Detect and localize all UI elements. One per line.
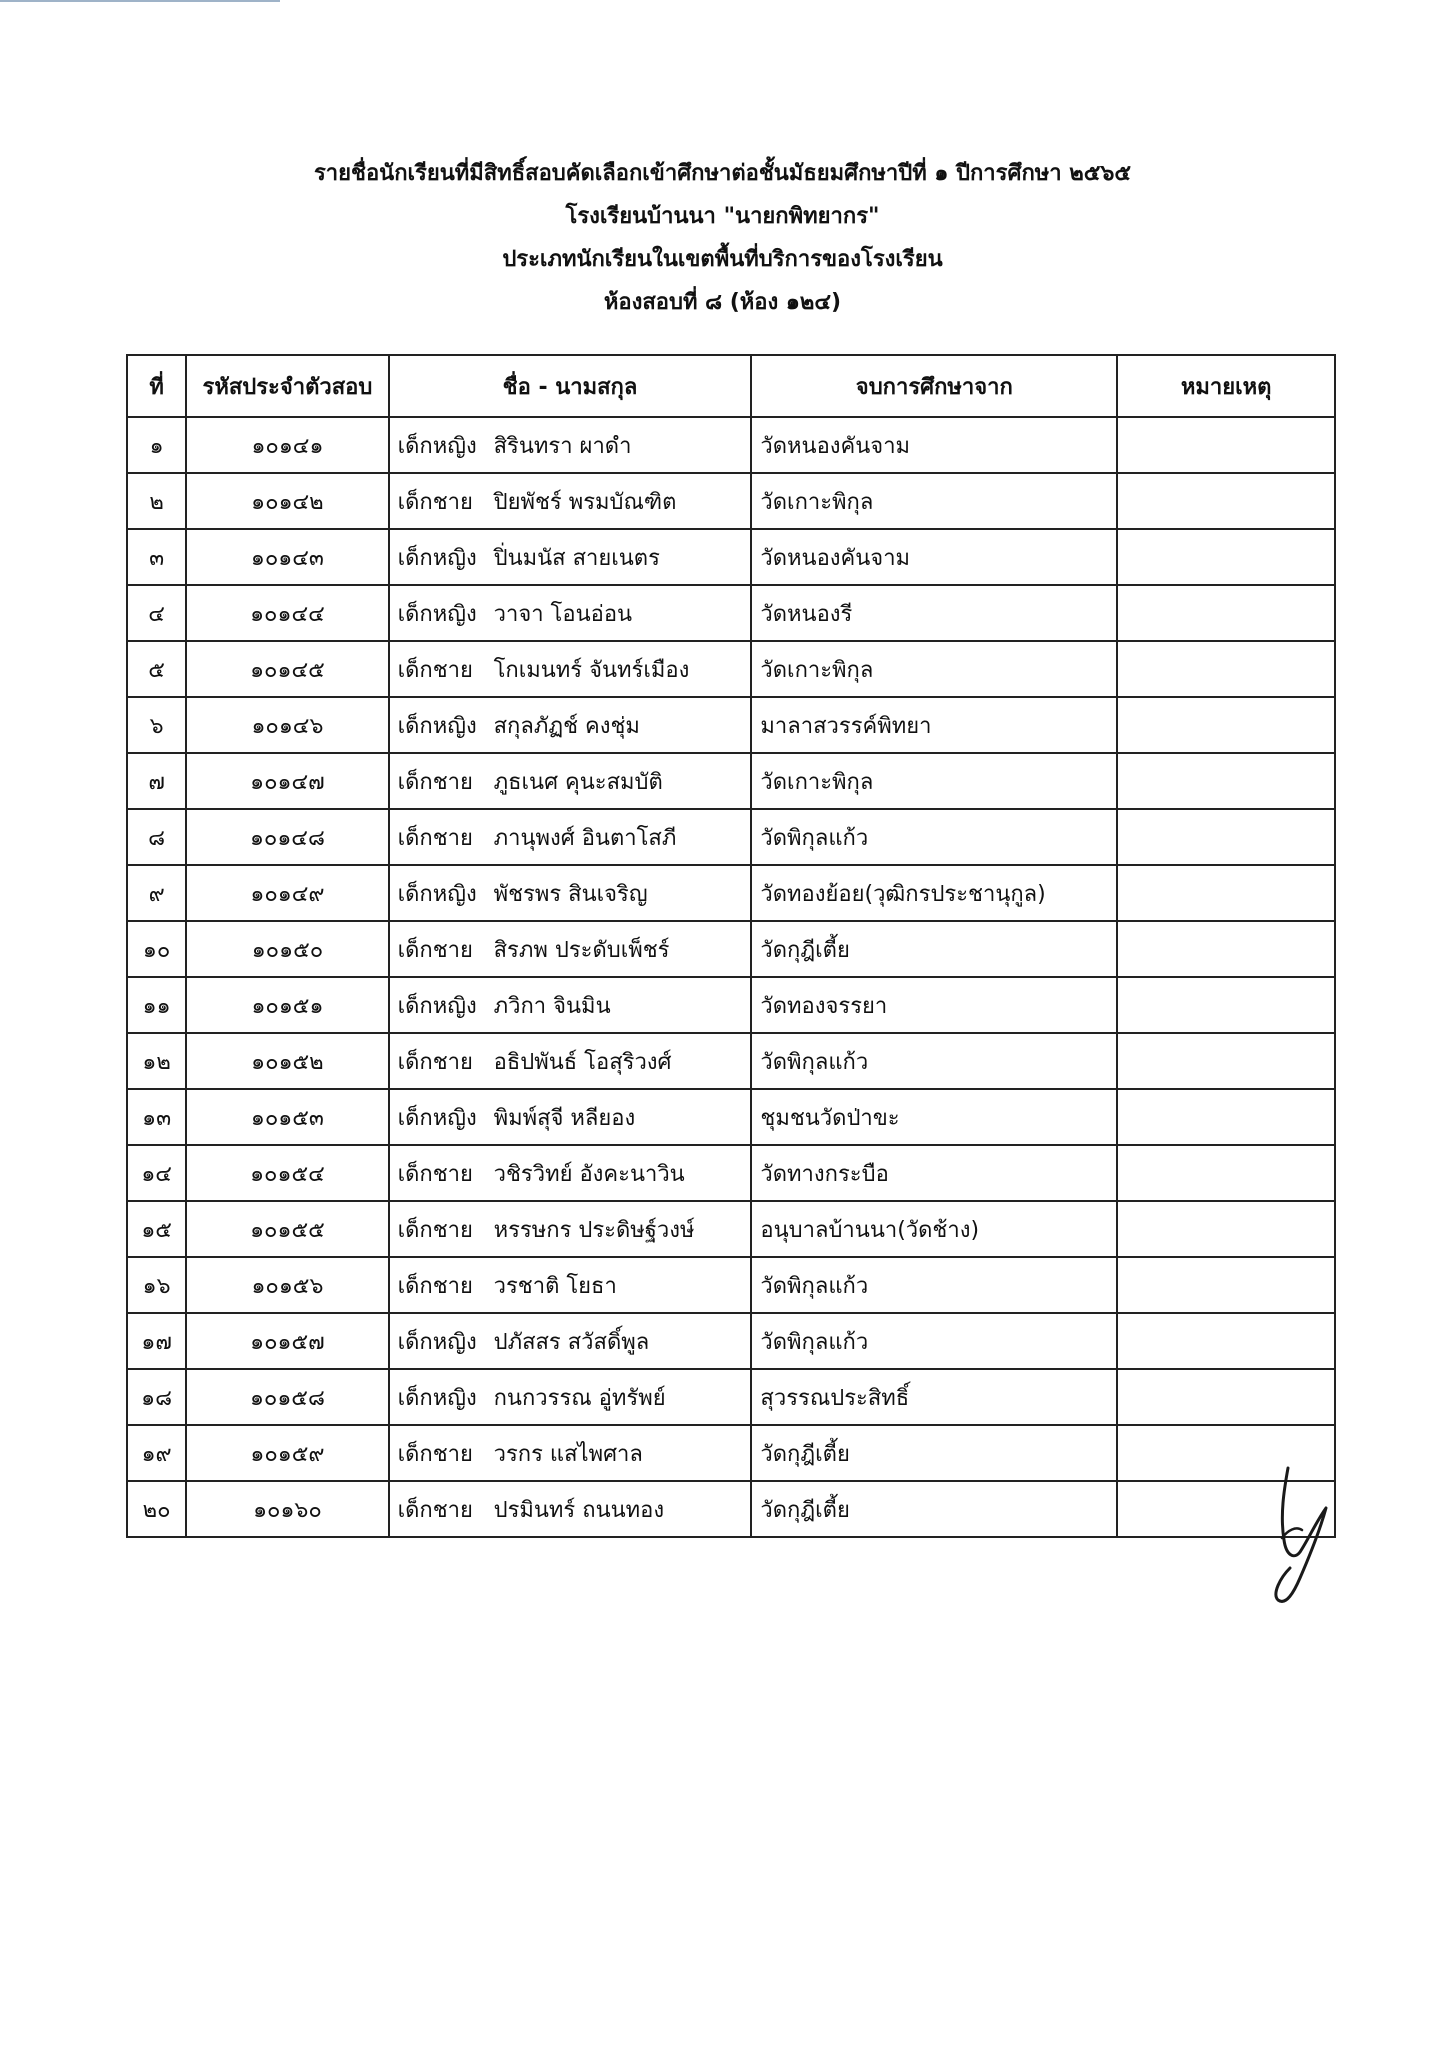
previous-school: วัดกุฎีเตี้ย <box>751 921 1117 977</box>
column-header-name: ชื่อ - นามสกุล <box>389 355 752 417</box>
exam-id: ๑๐๑๕๙ <box>186 1425 388 1481</box>
remark <box>1117 1089 1335 1145</box>
remark <box>1117 1369 1335 1425</box>
row-number: ๑๑ <box>127 977 186 1033</box>
previous-school: วัดหนองคันจาม <box>751 529 1117 585</box>
column-header-school: จบการศึกษาจาก <box>751 355 1117 417</box>
remark <box>1117 1033 1335 1089</box>
previous-school: วัดเกาะพิกุล <box>751 753 1117 809</box>
row-number: ๒๐ <box>127 1481 186 1537</box>
document-title: รายชื่อนักเรียนที่มีสิทธิ์สอบคัดเลือกเข้าศึกษาต่อชั้นมัธยมศึกษาปีที่ ๑ ปีการศึกษา ๒๕๖๕ <box>313 161 1132 186</box>
row-number: ๑๘ <box>127 1369 186 1425</box>
student-name-cell <box>389 417 752 473</box>
student-name-cell <box>389 921 752 977</box>
student-name-cell <box>389 1481 752 1537</box>
name-prefix: เด็กชาย <box>397 1217 473 1243</box>
student-name-cell <box>389 585 752 641</box>
name-prefix: เด็กชาย <box>397 1161 473 1187</box>
remark <box>1117 697 1335 753</box>
row-number: ๑๔ <box>127 1145 186 1201</box>
student-name: ปภัสสร สวัสดิ์พูล <box>493 1329 650 1355</box>
exam-id: ๑๐๑๖๐ <box>186 1481 388 1537</box>
column-header-remark: หมายเหตุ <box>1117 355 1335 417</box>
name-prefix: เด็กหญิง <box>397 993 477 1019</box>
exam-id: ๑๐๑๔๙ <box>186 865 388 921</box>
table-body <box>127 417 1335 1537</box>
name-prefix: เด็กชาย <box>397 1441 473 1467</box>
student-name: พิมพ์สุจี หลียอง <box>493 1105 636 1131</box>
previous-school: วัดเกาะพิกุล <box>751 473 1117 529</box>
table-header-row <box>127 355 1335 417</box>
row-number: ๑๗ <box>127 1313 186 1369</box>
name-prefix: เด็กชาย <box>397 825 473 851</box>
exam-id: ๑๐๑๔๓ <box>186 529 388 585</box>
previous-school: วัดกุฎีเตี้ย <box>751 1481 1117 1537</box>
table-row <box>127 529 1335 585</box>
table-row <box>127 585 1335 641</box>
exam-id: ๑๐๑๔๒ <box>186 473 388 529</box>
student-name-cell <box>389 697 752 753</box>
student-name-cell <box>389 1145 752 1201</box>
scan-edge-mark <box>0 0 280 2</box>
row-number: ๑๓ <box>127 1089 186 1145</box>
student-name: โกเมนทร์ จันทร์เมือง <box>493 657 690 683</box>
remark <box>1117 529 1335 585</box>
table-row <box>127 1425 1335 1481</box>
row-number: ๓ <box>127 529 186 585</box>
remark <box>1117 473 1335 529</box>
table-row <box>127 473 1335 529</box>
student-name: ภานุพงศ์ อินตาโสภี <box>493 825 677 851</box>
row-number: ๖ <box>127 697 186 753</box>
row-number: ๔ <box>127 585 186 641</box>
previous-school: วัดพิกุลแก้ว <box>751 1257 1117 1313</box>
previous-school: วัดเกาะพิกุล <box>751 641 1117 697</box>
name-prefix: เด็กชาย <box>397 937 473 963</box>
name-prefix: เด็กชาย <box>397 657 473 683</box>
exam-id: ๑๐๑๕๗ <box>186 1313 388 1369</box>
table-row <box>127 1313 1335 1369</box>
student-name: หรรษกร ประดิษฐ์วงษ์ <box>493 1217 695 1243</box>
student-name: สกุลภัฏช์ คงชุ่ม <box>493 713 640 739</box>
student-name: สิรภพ ประดับเพ็ชร์ <box>493 937 670 963</box>
row-number: ๗ <box>127 753 186 809</box>
name-prefix: เด็กหญิง <box>397 881 477 907</box>
remark <box>1117 1201 1335 1257</box>
previous-school: วัดทองจรรยา <box>751 977 1117 1033</box>
exam-id: ๑๐๑๔๑ <box>186 417 388 473</box>
previous-school: สุวรรณประสิทธิ์ <box>751 1369 1117 1425</box>
student-name-cell <box>389 1369 752 1425</box>
student-name: ปรมินทร์ ถนนทอง <box>493 1497 665 1523</box>
exam-id: ๑๐๑๔๕ <box>186 641 388 697</box>
student-name-cell <box>389 641 752 697</box>
student-category: ประเภทนักเรียนในเขตพื้นที่บริการของโรงเรียน <box>502 247 943 272</box>
remark <box>1117 865 1335 921</box>
table-row <box>127 1369 1335 1425</box>
row-number: ๒ <box>127 473 186 529</box>
name-prefix: เด็กชาย <box>397 1273 473 1299</box>
student-name-cell <box>389 1257 752 1313</box>
previous-school: มาลาสวรรค์พิทยา <box>751 697 1117 753</box>
student-name: วรชาติ โยธา <box>493 1273 617 1299</box>
row-number: ๑๕ <box>127 1201 186 1257</box>
previous-school: วัดหนองคันจาม <box>751 417 1117 473</box>
table-row <box>127 1481 1335 1537</box>
student-name: ปิยพัชร์ พรมบัณฑิต <box>493 489 677 515</box>
student-name-cell <box>389 1089 752 1145</box>
previous-school: อนุบาลบ้านนา(วัดช้าง) <box>751 1201 1117 1257</box>
school-name: โรงเรียนบ้านนา "นายกพิทยากร" <box>565 204 880 229</box>
previous-school: วัดกุฎีเตี้ย <box>751 1425 1117 1481</box>
name-prefix: เด็กหญิง <box>397 1105 477 1131</box>
table-row <box>127 1145 1335 1201</box>
table-row <box>127 809 1335 865</box>
row-number: ๑๐ <box>127 921 186 977</box>
student-name: ภวิกา จินมิน <box>493 993 611 1019</box>
student-name-cell <box>389 809 752 865</box>
table-row <box>127 1033 1335 1089</box>
previous-school: วัดพิกุลแก้ว <box>751 1033 1117 1089</box>
table-row <box>127 865 1335 921</box>
remark <box>1117 1145 1335 1201</box>
exam-room: ห้องสอบที่ ๘ (ห้อง ๑๒๔) <box>603 290 842 315</box>
name-prefix: เด็กหญิง <box>397 545 477 571</box>
exam-id: ๑๐๑๕๓ <box>186 1089 388 1145</box>
document-header <box>0 152 1445 324</box>
name-prefix: เด็กหญิง <box>397 601 477 627</box>
exam-id: ๑๐๑๔๗ <box>186 753 388 809</box>
remark <box>1117 1257 1335 1313</box>
student-name-cell <box>389 529 752 585</box>
name-prefix: เด็กชาย <box>397 769 473 795</box>
student-name: ภูธเนศ คุนะสมบัติ <box>493 769 663 795</box>
name-prefix: เด็กหญิง <box>397 713 477 739</box>
previous-school: วัดพิกุลแก้ว <box>751 809 1117 865</box>
name-prefix: เด็กหญิง <box>397 1329 477 1355</box>
student-name-cell <box>389 1033 752 1089</box>
row-number: ๑๙ <box>127 1425 186 1481</box>
row-number: ๑๒ <box>127 1033 186 1089</box>
student-name: วรกร แสไพศาล <box>493 1441 643 1467</box>
table-row <box>127 977 1335 1033</box>
handwritten-signature <box>1250 1460 1340 1610</box>
student-name: อธิปพันธ์ โอสุริวงศ์ <box>493 1049 672 1075</box>
table-row <box>127 1089 1335 1145</box>
table-row <box>127 417 1335 473</box>
exam-id: ๑๐๑๔๔ <box>186 585 388 641</box>
table-row <box>127 641 1335 697</box>
exam-id: ๑๐๑๕๕ <box>186 1201 388 1257</box>
exam-id: ๑๐๑๕๘ <box>186 1369 388 1425</box>
name-prefix: เด็กหญิง <box>397 433 477 459</box>
student-name: ปิ่นมนัส สายเนตร <box>493 545 660 571</box>
table-row <box>127 1257 1335 1313</box>
table-row <box>127 921 1335 977</box>
table-row <box>127 753 1335 809</box>
remark <box>1117 753 1335 809</box>
row-number: ๘ <box>127 809 186 865</box>
exam-id: ๑๐๑๕๑ <box>186 977 388 1033</box>
student-name: พัชรพร สินเจริญ <box>493 881 648 907</box>
student-name-cell <box>389 1313 752 1369</box>
remark <box>1117 1313 1335 1369</box>
student-name-cell <box>389 977 752 1033</box>
student-list-table <box>126 354 1336 1538</box>
name-prefix: เด็กหญิง <box>397 1385 477 1411</box>
name-prefix: เด็กชาย <box>397 1049 473 1075</box>
student-name-cell <box>389 753 752 809</box>
remark <box>1117 417 1335 473</box>
student-name-cell <box>389 1425 752 1481</box>
student-name-cell <box>389 865 752 921</box>
previous-school: วัดหนองรี <box>751 585 1117 641</box>
student-name: วชิรวิทย์ อังคะนาวิน <box>493 1161 685 1187</box>
remark <box>1117 641 1335 697</box>
student-name: สิรินทรา ผาดำ <box>493 433 632 459</box>
column-header-exam-id: รหัสประจำตัวสอบ <box>186 355 388 417</box>
table-row <box>127 1201 1335 1257</box>
exam-id: ๑๐๑๔๖ <box>186 697 388 753</box>
exam-id: ๑๐๑๕๖ <box>186 1257 388 1313</box>
previous-school: ชุมชนวัดป่าขะ <box>751 1089 1117 1145</box>
exam-id: ๑๐๑๔๘ <box>186 809 388 865</box>
row-number: ๙ <box>127 865 186 921</box>
student-name-cell <box>389 473 752 529</box>
table-row <box>127 697 1335 753</box>
student-name: กนกวรรณ อู่ทรัพย์ <box>493 1385 666 1411</box>
exam-id: ๑๐๑๕๐ <box>186 921 388 977</box>
remark <box>1117 585 1335 641</box>
exam-id: ๑๐๑๕๒ <box>186 1033 388 1089</box>
previous-school: วัดพิกุลแก้ว <box>751 1313 1117 1369</box>
exam-id: ๑๐๑๕๔ <box>186 1145 388 1201</box>
remark <box>1117 809 1335 865</box>
remark <box>1117 921 1335 977</box>
row-number: ๑๖ <box>127 1257 186 1313</box>
previous-school: วัดทางกระบือ <box>751 1145 1117 1201</box>
name-prefix: เด็กชาย <box>397 489 473 515</box>
student-name: วาจา โอนอ่อน <box>493 601 633 627</box>
row-number: ๑ <box>127 417 186 473</box>
name-prefix: เด็กชาย <box>397 1497 473 1523</box>
remark <box>1117 977 1335 1033</box>
column-header-no: ที่ <box>127 355 186 417</box>
row-number: ๕ <box>127 641 186 697</box>
student-name-cell <box>389 1201 752 1257</box>
previous-school: วัดทองย้อย(วุฒิกรประชานุกูล) <box>751 865 1117 921</box>
